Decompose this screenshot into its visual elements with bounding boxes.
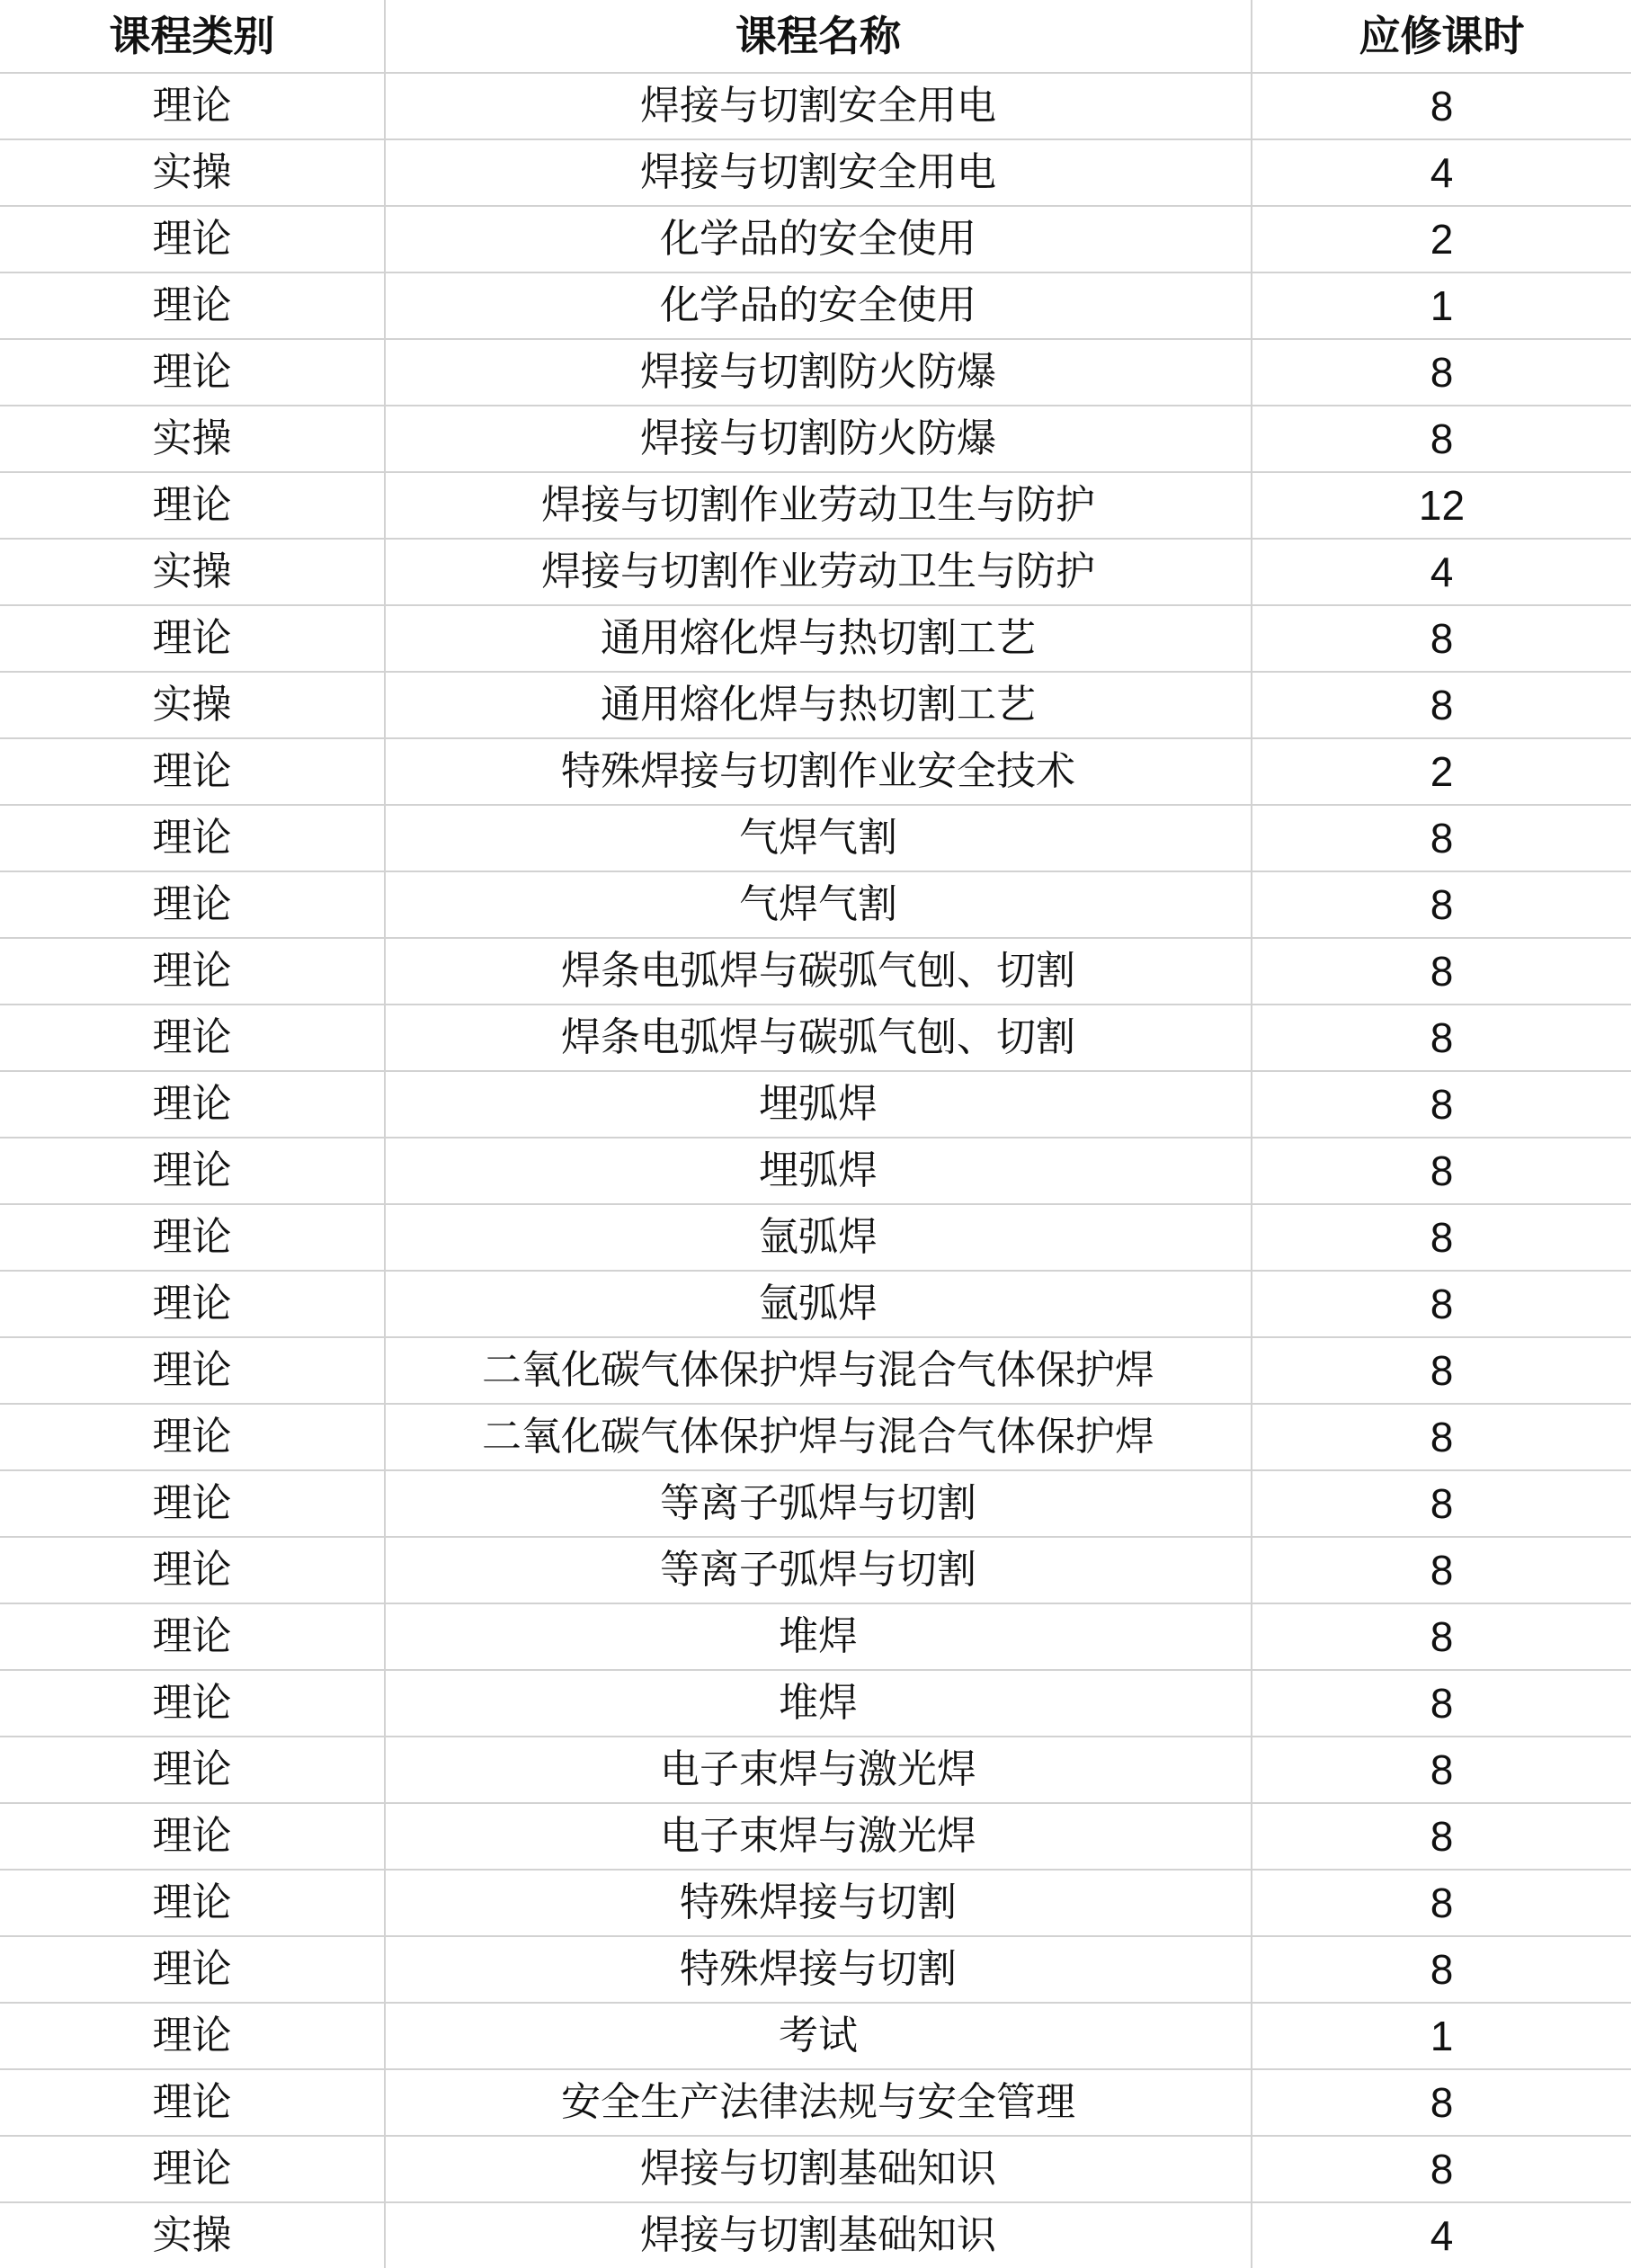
course-name-cell: 气焊气割: [385, 871, 1252, 938]
header-row: [0, 0, 1631, 73]
course-name-cell: 焊条电弧焊与碳弧气刨、切割: [385, 1005, 1252, 1071]
category-cell: 理论: [0, 1204, 385, 1271]
category-cell: 实操: [0, 672, 385, 738]
course-name-cell: 堆焊: [385, 1670, 1252, 1737]
table-row: [0, 1537, 1631, 1603]
category-cell: 理论: [0, 2069, 385, 2136]
category-cell: 理论: [0, 339, 385, 406]
category-cell: 理论: [0, 206, 385, 272]
table-row: [0, 1138, 1631, 1204]
hours-cell: 8: [1252, 1670, 1631, 1737]
course-name-cell: 特殊焊接与切割: [385, 1870, 1252, 1936]
table-row: [0, 805, 1631, 871]
hours-cell: 2: [1252, 738, 1631, 805]
course-name-cell: 化学品的安全使用: [385, 272, 1252, 339]
course-name-cell: 埋弧焊: [385, 1138, 1252, 1204]
course-name-cell: 等离子弧焊与切割: [385, 1537, 1252, 1603]
course-name-cell: 电子束焊与激光焊: [385, 1803, 1252, 1870]
category-cell: 实操: [0, 139, 385, 206]
table-row: [0, 938, 1631, 1005]
category-cell: 理论: [0, 938, 385, 1005]
table-row: [0, 1803, 1631, 1870]
table-row: [0, 472, 1631, 539]
category-cell: 实操: [0, 539, 385, 605]
hours-cell: 8: [1252, 1936, 1631, 2003]
category-cell: 理论: [0, 1537, 385, 1603]
table-row: [0, 605, 1631, 672]
category-cell: 理论: [0, 1404, 385, 1470]
course-name-cell: 焊接与切割防火防爆: [385, 339, 1252, 406]
course-name-cell: 通用熔化焊与热切割工艺: [385, 605, 1252, 672]
table-row: [0, 1071, 1631, 1138]
hours-cell: 4: [1252, 2202, 1631, 2268]
table-row: [0, 1470, 1631, 1537]
category-cell: 理论: [0, 738, 385, 805]
hours-cell: 1: [1252, 272, 1631, 339]
hours-cell: 1: [1252, 2003, 1631, 2069]
course-name-cell: 焊接与切割安全用电: [385, 73, 1252, 139]
hours-cell: 8: [1252, 672, 1631, 738]
course-name-cell: 焊接与切割基础知识: [385, 2202, 1252, 2268]
hours-cell: 4: [1252, 539, 1631, 605]
hours-cell: 2: [1252, 206, 1631, 272]
table-row: [0, 1936, 1631, 2003]
course-name-cell: 等离子弧焊与切割: [385, 1470, 1252, 1537]
table-row: [0, 1271, 1631, 1337]
hours-cell: 8: [1252, 1470, 1631, 1537]
course-name-cell: 二氧化碳气体保护焊与混合气体保护焊: [385, 1404, 1252, 1470]
hours-cell: 8: [1252, 2136, 1631, 2202]
table-row: [0, 1670, 1631, 1737]
table-row: [0, 2003, 1631, 2069]
table-row: [0, 1005, 1631, 1071]
table-row: [0, 1603, 1631, 1670]
course-name-cell: 特殊焊接与切割: [385, 1936, 1252, 2003]
course-name-cell: 电子束焊与激光焊: [385, 1737, 1252, 1803]
hours-cell: 8: [1252, 1337, 1631, 1404]
course-name-cell: 氩弧焊: [385, 1204, 1252, 1271]
course-name-cell: 堆焊: [385, 1603, 1252, 1670]
course-name-cell: 特殊焊接与切割作业安全技术: [385, 738, 1252, 805]
category-cell: 理论: [0, 605, 385, 672]
category-cell: 实操: [0, 406, 385, 472]
category-cell: 理论: [0, 1071, 385, 1138]
table-row: [0, 1404, 1631, 1470]
course-name-cell: 焊接与切割基础知识: [385, 2136, 1252, 2202]
table-row: [0, 339, 1631, 406]
category-cell: 理论: [0, 805, 385, 871]
category-cell: 理论: [0, 1936, 385, 2003]
header-category: 课程类别: [0, 0, 385, 73]
hours-cell: 8: [1252, 2069, 1631, 2136]
course-table-body: [0, 73, 1631, 2268]
category-cell: 理论: [0, 1005, 385, 1071]
hours-cell: 8: [1252, 1204, 1631, 1271]
hours-cell: 8: [1252, 805, 1631, 871]
table-row: [0, 738, 1631, 805]
hours-cell: 8: [1252, 1870, 1631, 1936]
course-name-cell: 考试: [385, 2003, 1252, 2069]
table-row: [0, 139, 1631, 206]
category-cell: 理论: [0, 472, 385, 539]
table-row: [0, 1204, 1631, 1271]
course-name-cell: 焊接与切割作业劳动卫生与防护: [385, 539, 1252, 605]
hours-cell: 4: [1252, 139, 1631, 206]
table-row: [0, 1737, 1631, 1803]
course-name-cell: 安全生产法律法规与安全管理: [385, 2069, 1252, 2136]
hours-cell: 8: [1252, 1537, 1631, 1603]
category-cell: 理论: [0, 1271, 385, 1337]
table-row: [0, 272, 1631, 339]
course-name-cell: 埋弧焊: [385, 1071, 1252, 1138]
table-row: [0, 406, 1631, 472]
course-name-cell: 焊接与切割安全用电: [385, 139, 1252, 206]
category-cell: 理论: [0, 73, 385, 139]
table-row: [0, 206, 1631, 272]
table-row: [0, 871, 1631, 938]
course-name-cell: 气焊气割: [385, 805, 1252, 871]
hours-cell: 8: [1252, 406, 1631, 472]
hours-cell: 8: [1252, 1404, 1631, 1470]
category-cell: 理论: [0, 1603, 385, 1670]
table-row: [0, 73, 1631, 139]
table-row: [0, 672, 1631, 738]
category-cell: 理论: [0, 272, 385, 339]
course-name-cell: 氩弧焊: [385, 1271, 1252, 1337]
hours-cell: 8: [1252, 73, 1631, 139]
category-cell: 理论: [0, 2003, 385, 2069]
category-cell: 理论: [0, 1737, 385, 1803]
course-name-cell: 焊条电弧焊与碳弧气刨、切割: [385, 938, 1252, 1005]
category-cell: 实操: [152, 2212, 232, 2258]
hours-cell: 8: [1252, 605, 1631, 672]
course-name-cell: 焊接与切割防火防爆: [385, 406, 1252, 472]
hours-cell: 8: [1252, 339, 1631, 406]
course-name-cell: 通用熔化焊与热切割工艺: [385, 672, 1252, 738]
table-row: [0, 2069, 1631, 2136]
hours-cell: 8: [1252, 1138, 1631, 1204]
table-row: [0, 2136, 1631, 2202]
category-cell: 理论: [0, 871, 385, 938]
hours-cell: 8: [1252, 1603, 1631, 1670]
category-cell: 理论: [0, 1803, 385, 1870]
category-cell: 理论: [0, 1337, 385, 1404]
course-name-cell: 化学品的安全使用: [385, 206, 1252, 272]
course-name-cell: 二氧化碳气体保护焊与混合气体保护焊: [385, 1337, 1252, 1404]
category-cell: 理论: [0, 1470, 385, 1537]
category-cell: 理论: [0, 1670, 385, 1737]
hours-cell: 8: [1252, 1071, 1631, 1138]
table-row: [0, 1870, 1631, 1936]
table-row: [0, 1337, 1631, 1404]
hours-cell: 12: [1252, 472, 1631, 539]
hours-cell: 8: [1252, 1005, 1631, 1071]
hours-cell: 8: [1252, 1271, 1631, 1337]
table-row: [0, 539, 1631, 605]
hours-cell: 8: [1252, 938, 1631, 1005]
hours-cell: 8: [1252, 1803, 1631, 1870]
category-cell: 理论: [0, 2136, 385, 2202]
hours-cell: 8: [1252, 871, 1631, 938]
hours-cell: 8: [1252, 1737, 1631, 1803]
header-course-name: 课程名称: [385, 0, 1252, 73]
category-cell: 理论: [0, 1870, 385, 1936]
header-required-hours: 应修课时: [1252, 0, 1631, 73]
category-cell: 理论: [0, 1138, 385, 1204]
table-row: [0, 2202, 1631, 2268]
course-name-cell: 焊接与切割作业劳动卫生与防护: [385, 472, 1252, 539]
